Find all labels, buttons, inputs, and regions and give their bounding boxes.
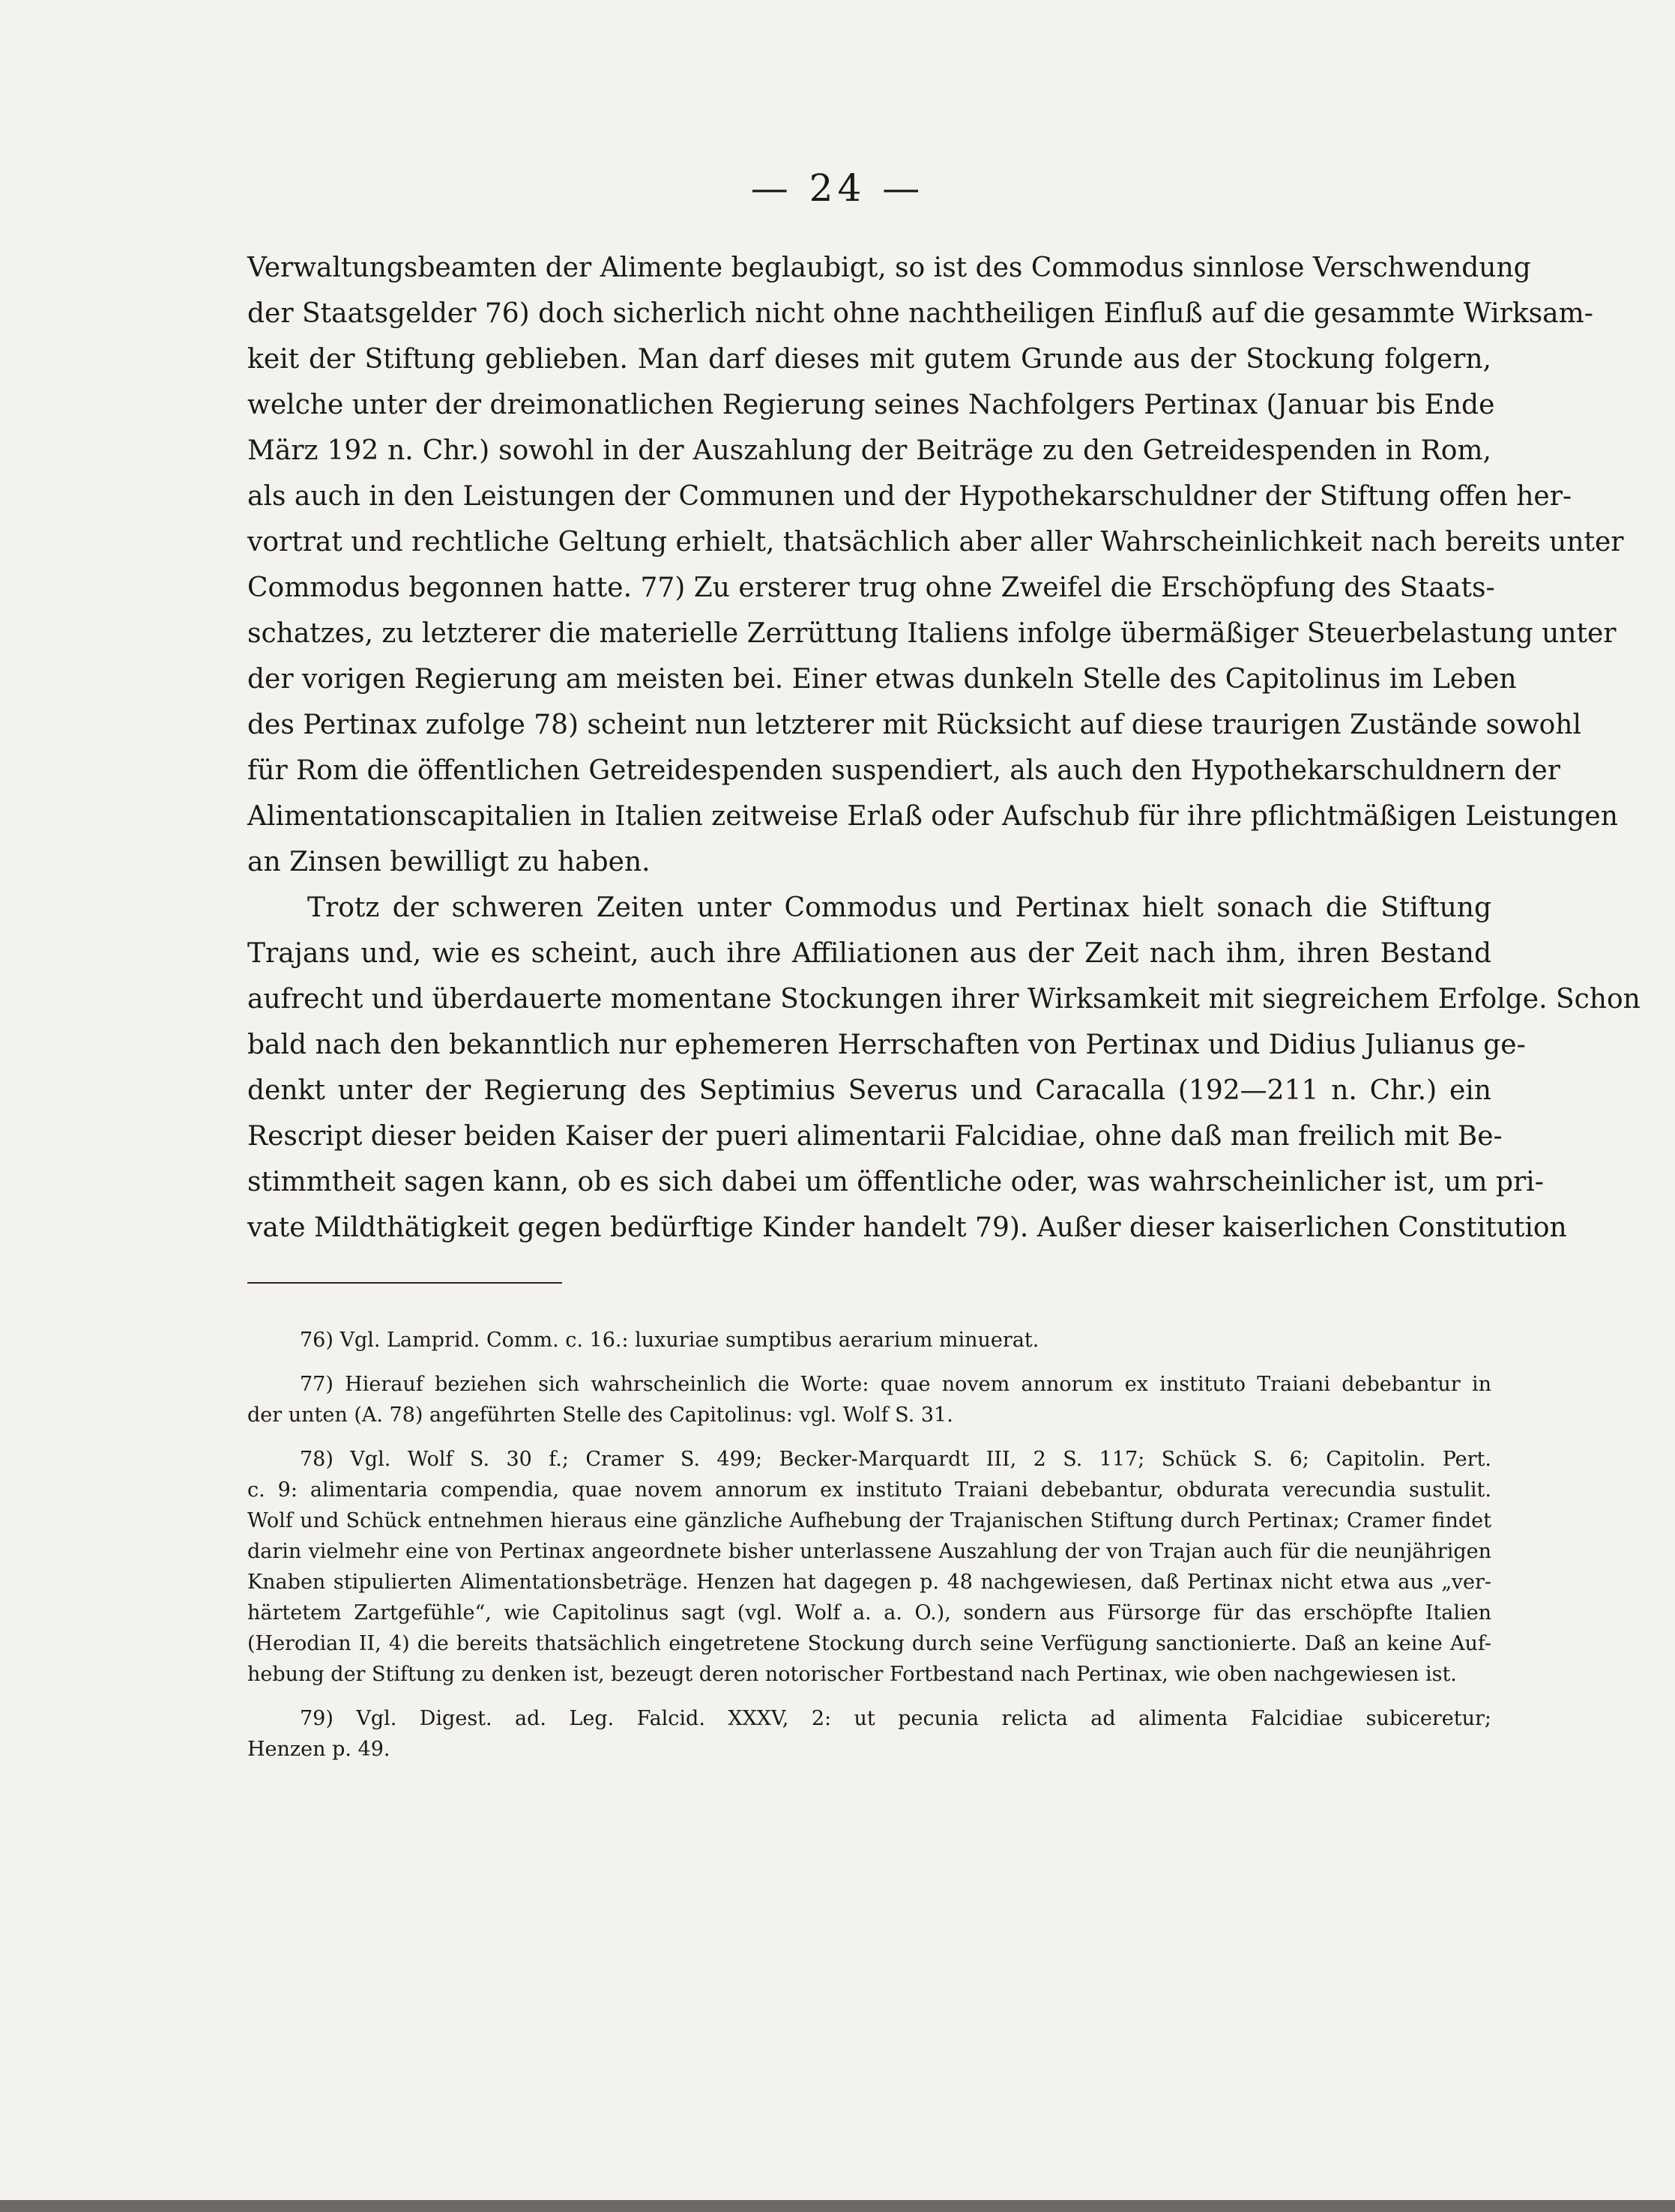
text-line: Alimentationscapitalien in Italien zeitweise Erlaß oder Aufschub für ihre pflichtmäßigen Leistungen — [247, 801, 1618, 832]
text-line: Trajans und, wie es scheint, auch ihre Affiliationen aus der Zeit nach ihm, ihren Bestand — [247, 938, 1491, 969]
footnote-79 — [247, 1703, 1491, 1765]
footnote-line: darin vielmehr eine von Pertinax angeordnete bisher unterlassene Auszahlung der von Trajan auch für die neunjährigen — [247, 1540, 1491, 1563]
text-line: Rescript dieser beiden Kaiser der pueri alimentarii Falcidiae, ohne daß man freilich mit Be- — [247, 1121, 1503, 1152]
footnote-78 — [247, 1444, 1491, 1690]
text-line: der vorigen Regierung am meisten bei. Einer etwas dunkeln Stelle des Capitolinus im Leben — [247, 664, 1517, 695]
text-line: Commodus begonnen hatte. 77) Zu ersterer trug ohne Zweifel die Erschöpfung des Staats- — [247, 572, 1495, 603]
text-line: keit der Stiftung geblieben. Man darf dieses mit gutem Grunde aus der Stockung folgern, — [247, 344, 1491, 375]
text-line: Verwaltungsbeamten der Alimente beglaubigt, so ist des Commodus sinnlose Verschwendung — [247, 253, 1531, 283]
footnote-line: c. 9: alimentaria compendia, quae novem annorum ex instituto Traiani debebantur, obdurata verecundia sustulit. — [247, 1478, 1491, 1502]
scan-bottom-edge — [0, 2200, 1675, 2212]
text-line: bald nach den bekanntlich nur ephemeren Herrschaften von Pertinax und Didius Julianus ge- — [247, 1030, 1526, 1060]
footnotes — [247, 1325, 1491, 1765]
text-line: für Rom die öffentlichen Getreidespenden suspendiert, als auch den Hypothekarschuldnern der — [247, 755, 1560, 786]
footnote-line: 79) Vgl. Digest. ad. Leg. Falcid. XXXV, 2: ut pecunia relicta ad alimenta Falcidiae subiceretur; — [300, 1707, 1491, 1730]
main-text — [247, 245, 1641, 1251]
text-line: März 192 n. Chr.) sowohl in der Auszahlung der Beiträge zu den Getreidespenden in Rom, — [247, 435, 1491, 466]
footnote-line: der unten (A. 78) angeführten Stelle des Capitolinus: vgl. Wolf S. 31. — [247, 1403, 953, 1427]
footnote-line: Wolf und Schück entnehmen hieraus eine gänzliche Aufhebung der Trajanischen Stiftung durch Pertinax; Cramer findet — [247, 1509, 1491, 1532]
text-line: welche unter der dreimonatlichen Regierung seines Nachfolgers Pertinax (Januar bis Ende — [247, 390, 1495, 420]
text-line: vate Mildthätigkeit gegen bedürftige Kinder handelt 79). Außer dieser kaiserlichen Constitution — [247, 1212, 1567, 1243]
text-line: des Pertinax zufolge 78) scheint nun letzterer mit Rücksicht auf diese traurigen Zustände sowohl — [247, 710, 1581, 740]
text-line: vortrat und rechtliche Geltung erhielt, thatsächlich aber aller Wahrscheinlichkeit nach bereits unter — [247, 527, 1624, 557]
footnote-77 — [247, 1369, 1491, 1430]
text-line: aufrecht und überdauerte momentane Stockungen ihrer Wirksamkeit mit siegreichem Erfolge. Schon — [247, 984, 1641, 1015]
text-line: der Staatsgelder 76) doch sicherlich nicht ohne nachtheiligen Einfluß auf die gesammte Wirksam- — [247, 298, 1593, 329]
text-line: denkt unter der Regierung des Septimius Severus und Caracalla (192—211 n. Chr.) ein — [247, 1075, 1491, 1106]
footnote-line: härtetem Zartgefühle“, wie Capitolinus sagt (vgl. Wolf a. a. O.), sondern aus Fürsorge für das erschöpfte Italien — [247, 1601, 1491, 1625]
page-number: — 24 — — [750, 166, 925, 210]
text-line: schatzes, zu letzterer die materielle Zerrüttung Italiens infolge übermäßiger Steuerbelastung unter — [247, 618, 1617, 649]
paragraph-start-line: Trotz der schweren Zeiten unter Commodus und Pertinax hielt sonach die Stiftung — [307, 892, 1491, 923]
text-line: an Zinsen bewilligt zu haben. — [247, 847, 651, 877]
footnote-line: 78) Vgl. Wolf S. 30 f.; Cramer S. 499; Becker-Marquardt III, 2 S. 117; Schück S. 6; Capitolin. Pert. — [300, 1448, 1491, 1471]
footnote-line: hebung der Stiftung zu denken ist, bezeugt deren notorischer Fortbestand nach Pertinax, wie oben nachgewiesen ist. — [247, 1663, 1457, 1686]
footnote-line: 76) Vgl. Lamprid. Comm. c. 16.: luxuriae sumptibus aerarium minuerat. — [300, 1329, 1039, 1352]
footnote-76 — [247, 1325, 1491, 1356]
text-line: stimmtheit sagen kann, ob es sich dabei um öffentliche oder, was wahrscheinlicher ist, um pri- — [247, 1167, 1544, 1197]
text-line: als auch in den Leistungen der Communen und der Hypothekarschuldner der Stiftung offen her- — [247, 481, 1572, 512]
footnote-line: Knaben stipulierten Alimentationsbeträge. Henzen hat dagegen p. 48 nachgewiesen, daß Pertinax nicht etwa aus „ver- — [247, 1571, 1491, 1594]
footnote-line: (Herodian II, 4) die bereits thatsächlich eingetretene Stockung durch seine Verfügung sanctionierte. Daß an keine Auf- — [247, 1632, 1491, 1655]
footnote-line: 77) Hierauf beziehen sich wahrscheinlich die Worte: quae novem annorum ex instituto Traiani debebantur in — [300, 1373, 1491, 1396]
footnote-divider — [247, 1282, 562, 1284]
footnote-line: Henzen p. 49. — [247, 1738, 390, 1761]
